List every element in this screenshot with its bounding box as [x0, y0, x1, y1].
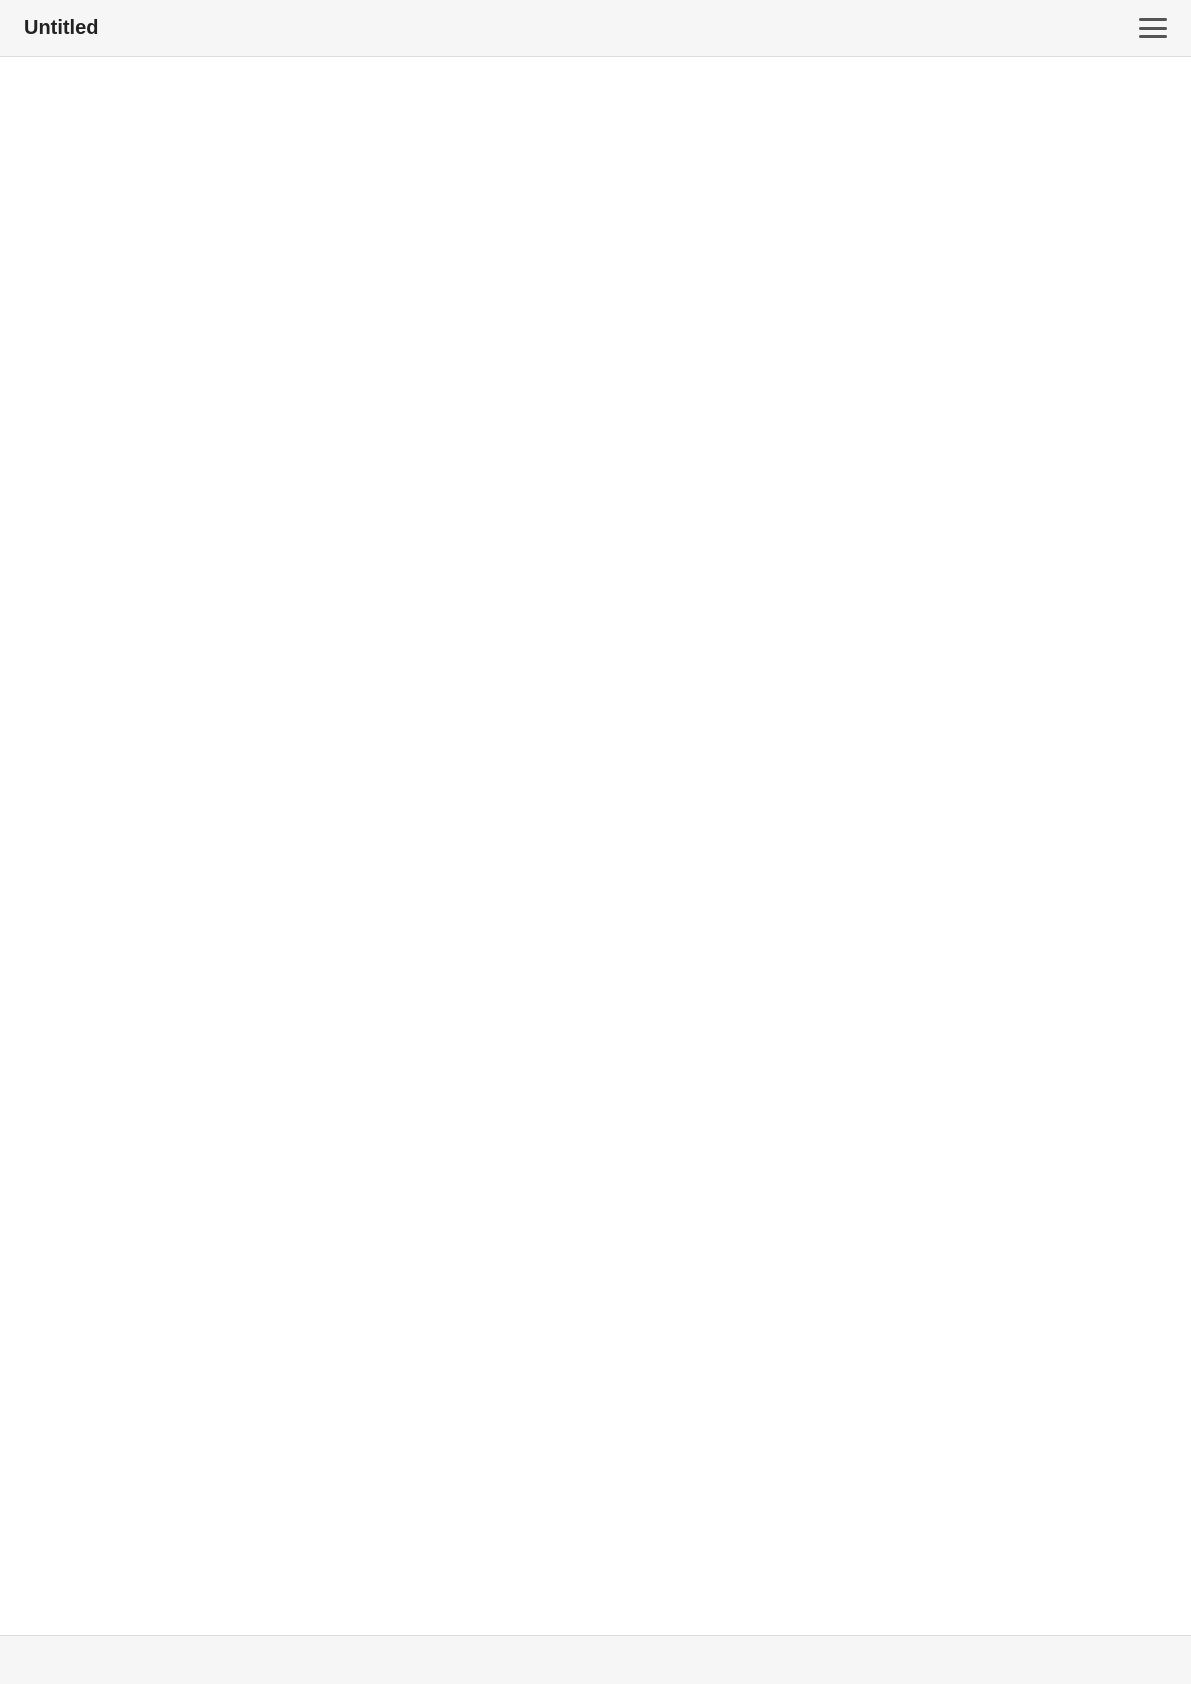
footer	[0, 1635, 1191, 1684]
main-content	[0, 57, 1191, 1635]
menu-icon-line	[1139, 18, 1167, 21]
menu-icon-line	[1139, 35, 1167, 38]
menu-icon[interactable]	[1139, 18, 1167, 38]
page-title: Untitled	[24, 16, 99, 39]
top-bar	[0, 0, 1191, 57]
menu-icon-line	[1139, 27, 1167, 30]
